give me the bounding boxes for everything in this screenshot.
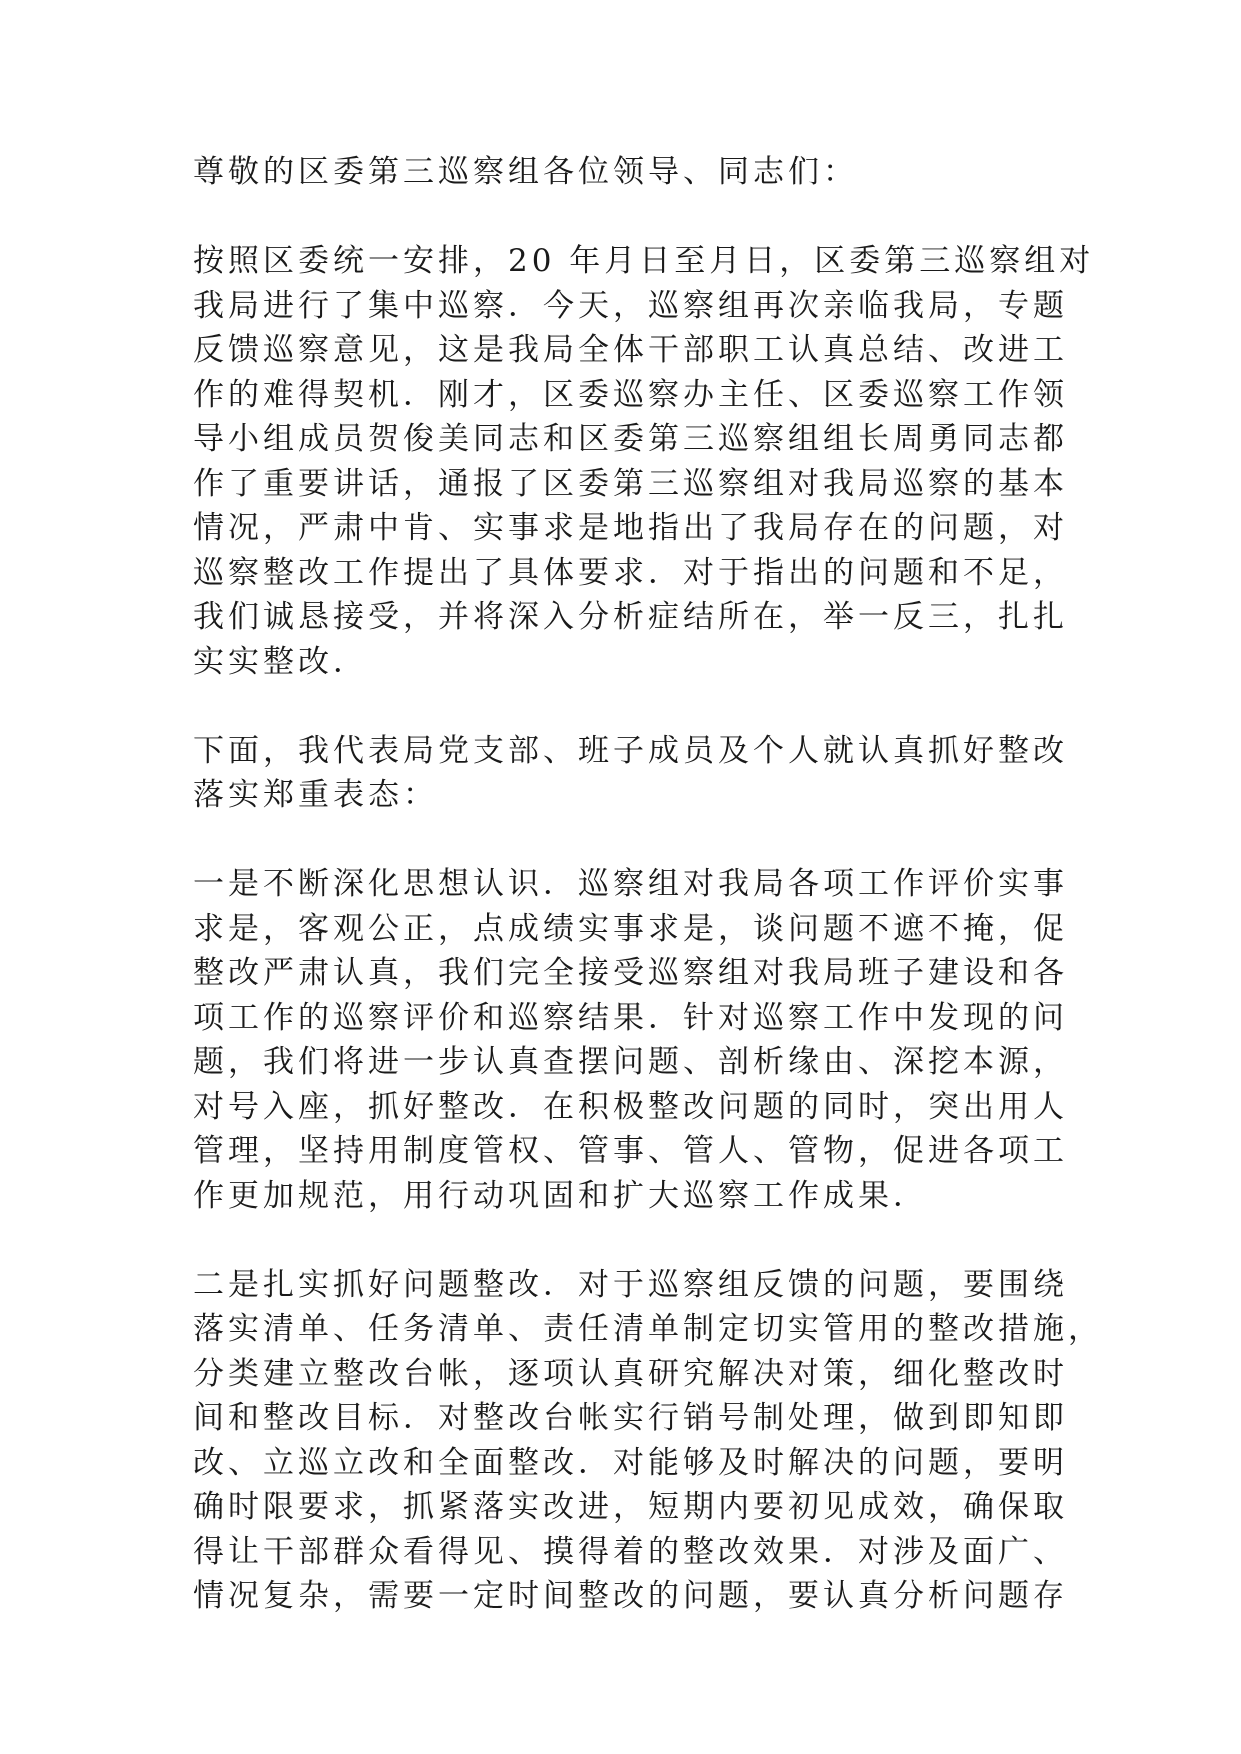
text-line: 导小组成员贺俊美同志和区委第三巡察组组长周勇同志都	[193, 421, 1068, 457]
text-line: 一是不断深化思想认识．巡察组对我局各项工作评价实事	[193, 866, 1068, 902]
text-line: 题，我们将进一步认真查摆问题、剖析缘由、深挖本源，	[193, 1044, 1068, 1080]
text-line: 下面，我代表局党支部、班子成员及个人就认真抓好整改	[193, 732, 1068, 769]
text-line: 作更加规范，用行动巩固和扩大巡察工作成果．	[193, 1177, 928, 1214]
text-line: 二是扎实抓好问题整改．对于巡察组反馈的问题，要围绕	[193, 1266, 1068, 1303]
text-line: 对号入座，抓好整改．在积极整改问题的同时，突出用人	[193, 1088, 1068, 1125]
text-line: 实实整改．	[193, 643, 368, 680]
text-line: 确时限要求，抓紧落实改进，短期内要初见成效，确保取	[193, 1489, 1068, 1525]
text-line: 改、立巡立改和全面整改．对能够及时解决的问题，要明	[193, 1444, 1068, 1481]
text-line: 落实清单、任务清单、责任清单制定切实管用的整改措施，	[193, 1311, 1103, 1347]
text-line: 巡察整改工作提出了具体要求．对于指出的问题和不足，	[193, 554, 1068, 591]
text-line: 我们诚恳接受，并将深入分析症结所在，举一反三，扎扎	[193, 599, 1068, 635]
text-line: 按照区委统一安排，20 年月日至月日，区委第三巡察组对	[193, 243, 1095, 279]
text-line: 作了重要讲话，通报了区委第三巡察组对我局巡察的基本	[193, 465, 1068, 502]
text-line: 情况，严肃中肯、实事求是地指出了我局存在的问题，对	[193, 510, 1068, 546]
text-line: 情况复杂，需要一定时间整改的问题，要认真分析问题存	[193, 1578, 1068, 1614]
text-line: 得让干部群众看得见、摸得着的整改效果．对涉及面广、	[193, 1533, 1068, 1570]
text-line: 反馈巡察意见，这是我局全体干部职工认真总结、改进工	[193, 332, 1068, 368]
text-line: 项工作的巡察评价和巡察结果．针对巡察工作中发现的问	[193, 999, 1068, 1036]
text-line: 我局进行了集中巡察．今天，巡察组再次亲临我局，专题	[193, 287, 1068, 324]
text-line: 落实郑重表态：	[193, 777, 438, 813]
paragraph	[193, 150, 1028, 195]
paragraph	[193, 1263, 1103, 1619]
paragraph	[193, 729, 1068, 818]
paragraph	[193, 862, 1068, 1218]
text-line: 求是，客观公正，点成绩实事求是，谈问题不遮不掩，促	[193, 910, 1068, 947]
text-line: 作的难得契机．刚才，区委巡察办主任、区委巡察工作领	[193, 376, 1068, 413]
document-body	[193, 150, 1103, 1619]
text-line: 管理，坚持用制度管权、管事、管人、管物，促进各项工	[193, 1133, 1068, 1169]
paragraph	[193, 239, 1095, 684]
text-line: 分类建立整改台帐，逐项认真研究解决对策，细化整改时	[193, 1355, 1068, 1392]
text-line: 尊敬的区委第三巡察组各位领导、同志们：	[193, 154, 858, 190]
text-line: 间和整改目标．对整改台帐实行销号制处理，做到即知即	[193, 1400, 1068, 1436]
text-line: 整改严肃认真，我们完全接受巡察组对我局班子建设和各	[193, 955, 1068, 991]
